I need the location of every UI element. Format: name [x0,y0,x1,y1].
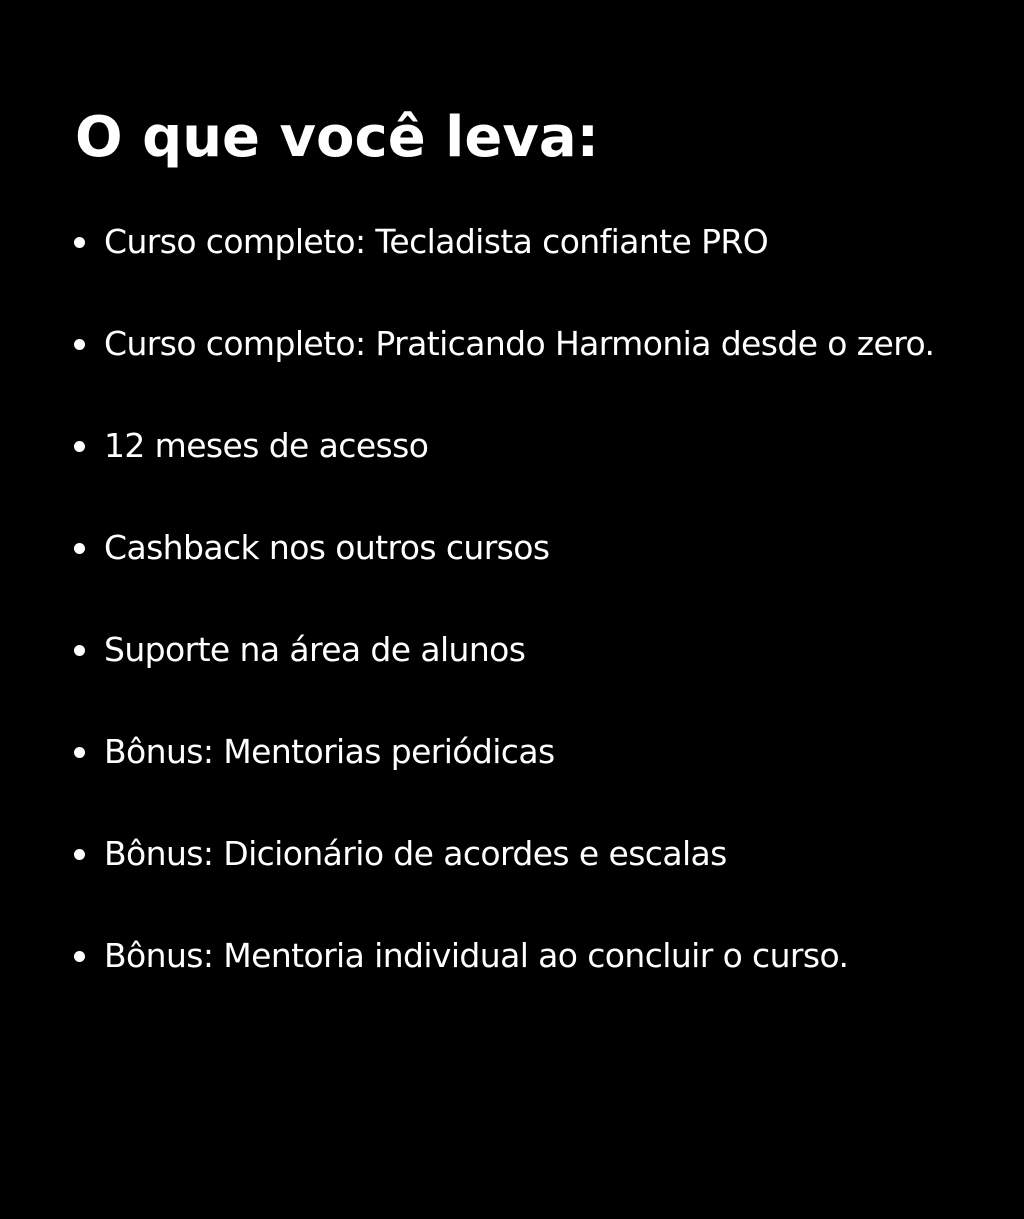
list-item [0,826,1024,928]
page-title: O que você leva: [75,105,600,170]
benefits-list [0,214,1024,1030]
benefit-label: Curso completo: Praticando Harmonia desde o zero. [104,324,935,363]
bullet-icon [74,747,85,758]
bullet-icon [74,543,85,554]
benefit-label: Suporte na área de alunos [104,630,526,669]
benefit-label: Bônus: Dicionário de acordes e escalas [104,834,727,873]
list-item [0,316,1024,418]
bullet-icon [74,441,85,452]
benefit-label: Cashback nos outros cursos [104,528,550,567]
bullet-icon [74,951,85,962]
list-item [0,928,1024,1030]
list-item [0,520,1024,622]
bullet-icon [74,645,85,656]
list-item [0,622,1024,724]
bullet-icon [74,339,85,350]
bullet-icon [74,237,85,248]
list-item [0,418,1024,520]
benefit-label: Curso completo: Tecladista confiante PRO [104,222,769,261]
benefit-label: 12 meses de acesso [104,426,429,465]
list-item [0,724,1024,826]
benefit-label: Bônus: Mentoria individual ao concluir o curso. [104,936,849,975]
benefit-label: Bônus: Mentorias periódicas [104,732,555,771]
bullet-icon [74,849,85,860]
list-item [0,214,1024,316]
